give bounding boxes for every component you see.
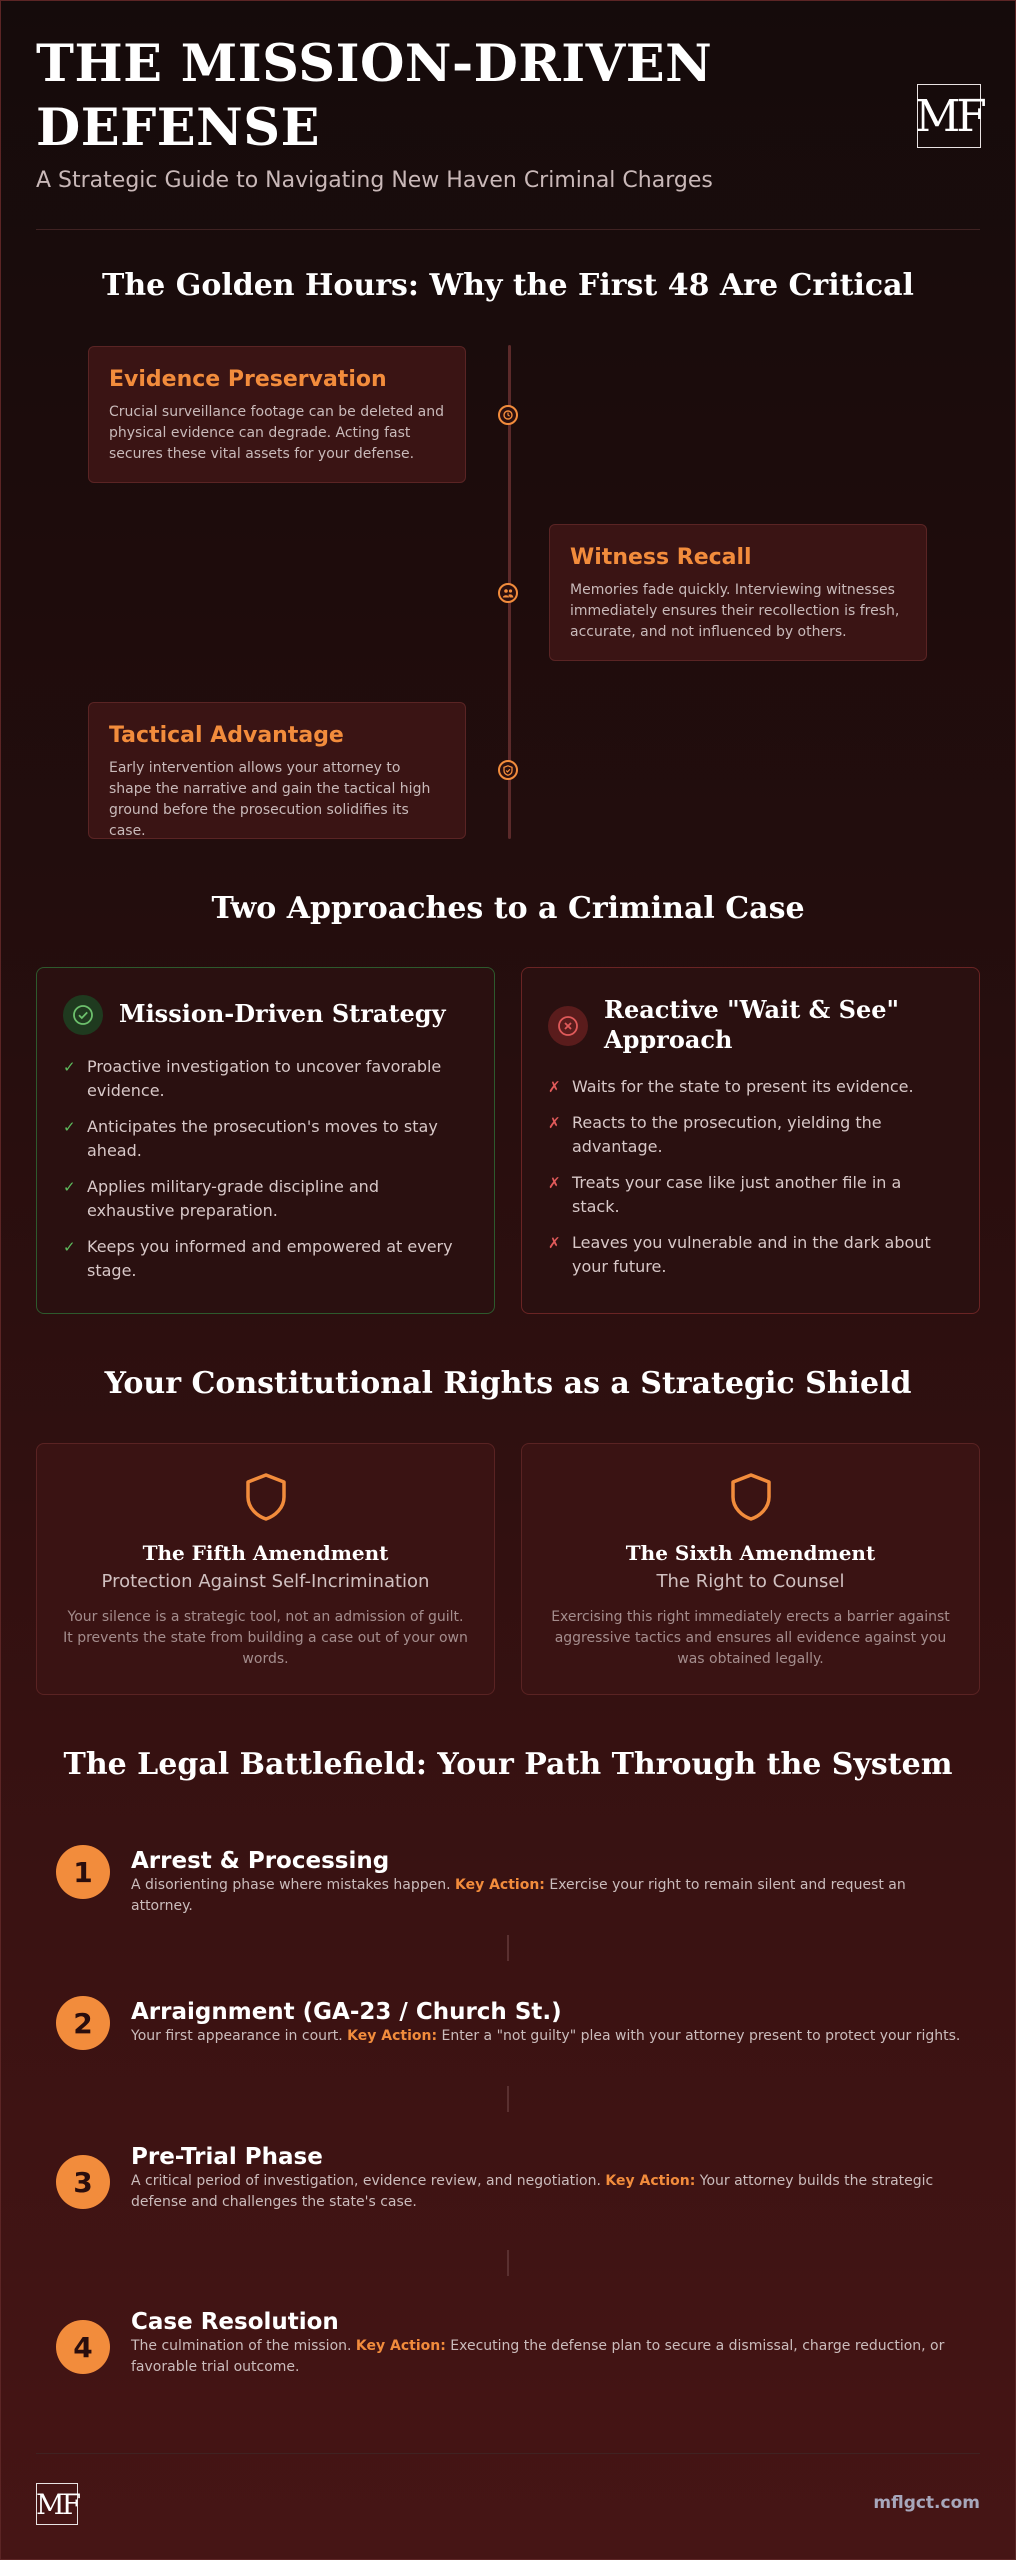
timeline-card-witness [549, 524, 927, 661]
brand-logo[interactable] [917, 84, 981, 148]
list-item: ✓ Keeps you informed and empowered at every stage. [63, 1237, 453, 1280]
reactive-approach-title: Reactive "Wait & See" Approach [604, 995, 900, 1054]
website-link[interactable]: mflgct.com [873, 2493, 980, 2513]
timeline-card-title: Tactical Advantage [109, 723, 344, 748]
list-item: ✗ Reacts to the prosecution, yielding the advantage. [548, 1113, 882, 1156]
step-connector [507, 2086, 509, 2112]
step-description: A critical period of investigation, evidence review, and negotiation. Key Action: Your attorney builds the strategic defense and challenges the state's case. [131, 2173, 934, 2210]
right-card-title: The Fifth Amendment [142, 1541, 389, 1565]
reactive-approach-card [521, 967, 980, 1314]
battlefield-title: The Legal Battlefield: Your Path Through the System [63, 1747, 953, 1782]
timeline-card-text: Crucial surveillance footage can be deleted and physical evidence can degrade. Acting fast secures these vital assets for your defense. [109, 404, 445, 462]
step-title: Arrest & Processing [131, 1848, 390, 1874]
timeline-card-text: Early intervention allows your attorney to shape the narrative and gain the tactical high ground before the prosecution solidifies its case. [109, 760, 431, 839]
timeline-card-text: Memories fade quickly. Interviewing witnesses immediately ensures their recollection is fresh, accurate, and not influenced by others. [570, 582, 900, 640]
step-number: 4 [56, 2320, 110, 2374]
step-description: The culmination of the mission. Key Action: Executing the defense plan to secure a dismissal, charge reduction, or favorable trial outcome. [131, 2338, 945, 2375]
timeline-card-evidence [88, 346, 466, 483]
step-number: 3 [56, 2155, 110, 2209]
list-item: ✗ Leaves you vulnerable and in the dark about your future. [548, 1233, 931, 1276]
list-item: ✓ Proactive investigation to uncover favorable evidence. [63, 1057, 442, 1100]
page-subtitle: A Strategic Guide to Navigating New Haven Criminal Charges [36, 168, 713, 193]
right-card-text: Exercising this right immediately erects a barrier against aggressive tactics and ensures all evidence against you was obtained legally. [551, 1609, 950, 1667]
x-circle-icon [548, 1006, 588, 1046]
mission-driven-title: Mission-Driven Strategy [119, 999, 446, 1028]
check-icon: ✓ [63, 1178, 76, 1196]
sixth-amendment-card [521, 1443, 980, 1695]
step-number: 1 [56, 1845, 110, 1899]
cross-icon: ✗ [548, 1234, 561, 1252]
step-arraignment [36, 1972, 980, 2072]
timeline-card-tactical [88, 702, 466, 839]
check-circle-icon [63, 995, 103, 1035]
logo-text: MF [915, 90, 983, 142]
shield-icon [498, 760, 518, 780]
list-item: ✗ Waits for the state to present its evidence. [548, 1075, 948, 1099]
shield-icon [244, 1472, 288, 1526]
mission-driven-list [63, 1055, 463, 1295]
step-title: Pre-Trial Phase [131, 2144, 323, 2170]
cross-icon: ✗ [548, 1174, 561, 1192]
step-pre-trial [36, 2120, 980, 2240]
list-item: ✓ Applies military-grade discipline and exhaustive preparation. [63, 1177, 379, 1220]
list-item: ✗ Treats your case like just another file in a stack. [548, 1173, 902, 1216]
key-action-label: Key Action: [355, 2338, 446, 2354]
timeline-card-title: Evidence Preservation [109, 367, 387, 392]
step-title: Arraignment (GA-23 / Church St.) [131, 1999, 562, 2025]
step-arrest [36, 1821, 980, 1921]
key-action-label: Key Action: [455, 1877, 545, 1893]
check-icon: ✓ [63, 1058, 76, 1076]
key-action-label: Key Action: [347, 2028, 438, 2044]
check-icon: ✓ [63, 1118, 76, 1136]
approaches-title: Two Approaches to a Criminal Case [211, 891, 805, 926]
step-number: 2 [56, 1996, 110, 2050]
rights-title: Your Constitutional Rights as a Strategic Shield [104, 1366, 912, 1401]
step-description: A disorienting phase where mistakes happen. Key Action: Exercise your right to remain silent and request an attorney. [131, 1877, 906, 1914]
step-resolution [36, 2285, 980, 2405]
logo-text: MF [35, 2487, 79, 2521]
shield-icon [729, 1472, 773, 1526]
header-divider [36, 229, 980, 230]
check-icon: ✓ [63, 1238, 76, 1256]
right-card-text: Your silence is a strategic tool, not an admission of guilt. It prevents the state from building a case out of your own words. [63, 1609, 468, 1667]
timeline-card-title: Witness Recall [570, 545, 752, 570]
golden-hours-title: The Golden Hours: Why the First 48 Are Critical [102, 268, 914, 303]
mission-driven-card [36, 967, 495, 1314]
fifth-amendment-card [36, 1443, 495, 1695]
step-connector [507, 2250, 509, 2276]
reactive-approach-list [548, 1075, 948, 1291]
clock-icon [498, 405, 518, 425]
cross-icon: ✗ [548, 1114, 561, 1132]
footer-logo[interactable] [36, 2483, 78, 2525]
footer-divider [36, 2453, 980, 2454]
people-icon [498, 583, 518, 603]
right-card-title: The Sixth Amendment [625, 1541, 876, 1565]
step-description: Your first appearance in court. Key Action: Enter a "not guilty" plea with your attorney present to protect your rights. [131, 2028, 961, 2044]
right-card-subtitle: The Right to Counsel [656, 1571, 845, 1592]
right-card-subtitle: Protection Against Self-Incrimination [101, 1571, 430, 1592]
step-title: Case Resolution [131, 2309, 339, 2335]
step-connector [507, 1935, 509, 1961]
page-title: THE MISSION-DRIVEN DEFENSE [36, 34, 713, 158]
cross-icon: ✗ [548, 1078, 561, 1096]
key-action-label: Key Action: [605, 2173, 696, 2189]
list-item: ✓ Anticipates the prosecution's moves to stay ahead. [63, 1117, 438, 1160]
